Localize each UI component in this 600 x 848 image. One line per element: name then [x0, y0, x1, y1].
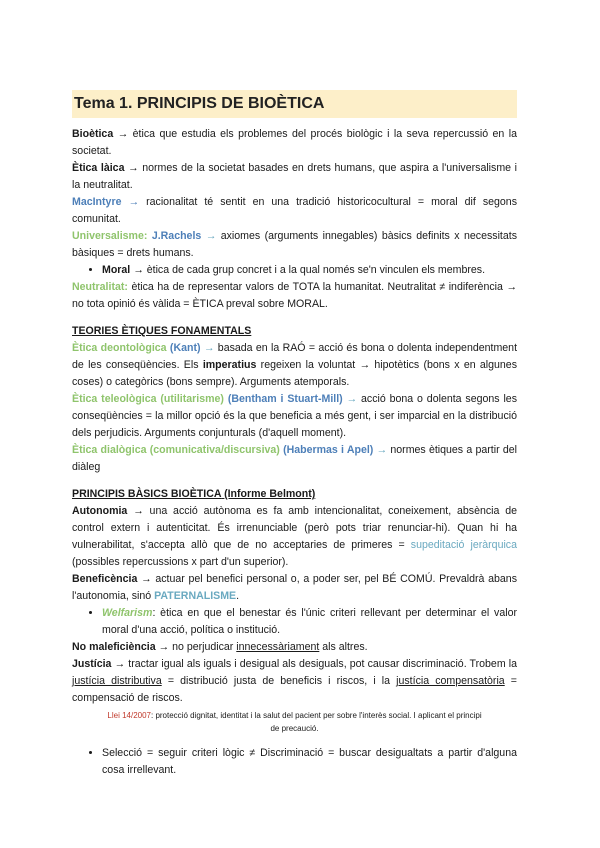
text-macintyre: racionalitat té sentit en una tradició historicocultural = moral dif segons comunitat.: [72, 196, 517, 225]
paragraph-etica-laica: [72, 160, 517, 194]
text-autonomia-2: (possibles repercussions x part d'un superior).: [72, 556, 289, 568]
paragraph-macintyre: [72, 194, 517, 228]
paragraph-justicia: [72, 656, 517, 707]
text-bioetica: → ètica que estudia els problemes del procés biològic i la seva repercussió en la societat.: [72, 128, 517, 157]
law-note-text: : protecció dignitat, identitat i la salut del pacient per sobre l'interès social. I aplicant el principi de precaució.: [151, 711, 482, 733]
text-beneficencia-1: → actuar pel benefici personal o, a poder ser, pel BÉ COMÚ. Prevaldrà abans l'autonomia, sinó: [72, 573, 517, 602]
arrow-teleologica: →: [342, 393, 358, 405]
arrow-universalisme: →: [201, 230, 217, 242]
text-neutralitat: ètica ha de representar valors de TOTA la humanitat. Neutralitat ≠ indiferència → no tota opinió és vàlida = ÈTICA preval sobre MORAL.: [72, 281, 517, 310]
paragraph-teleologica: [72, 391, 517, 442]
term-justicia: Justícia: [72, 658, 112, 670]
text-dialogica: normes ètiques a partir del diàleg: [72, 444, 517, 473]
term-dialogica: Ètica dialògica (comunicativa/discursiva): [72, 444, 280, 456]
term-macintyre: MacIntyre →: [72, 196, 140, 208]
text-moral: → ètica de cada grup concret i a la qual només se'n vinculen els membres.: [130, 264, 486, 276]
term-neutralitat: Neutralitat:: [72, 281, 128, 293]
author-kant: (Kant): [169, 342, 201, 354]
text-no-maleficiencia-2: als altres.: [319, 641, 368, 653]
author-bentham: (Bentham i Stuart-Mill): [227, 393, 343, 405]
term-universalisme: Universalisme:: [72, 230, 148, 242]
text-autonomia-1: → una acció autònoma es fa amb intencionalitat, coneixement, absència de control extern i autenticitat. És irrenunciable (però pots triar renunciar-hi). Quan hi ha vulnerabilitat, s'accepta allò que de no acceptaries de primeres =: [72, 505, 517, 551]
term-bioetica: Bioètica: [72, 128, 114, 140]
arrow-dialogica: →: [373, 444, 388, 456]
paragraph-no-maleficiencia: [72, 639, 517, 656]
page-title: Tema 1. PRINCIPIS DE BIOÈTICA: [72, 90, 517, 118]
heading-principis: [72, 486, 517, 503]
text-seleccio: Selecció = seguir criteri lògic ≠ Discriminació = buscar desigualtats a partir d'alguna cosa irrellevant.: [102, 747, 517, 776]
underline-distributiva: justícia distributiva: [72, 675, 162, 687]
paragraph-deontologica: [72, 340, 517, 391]
text-justicia-3: = compensació de riscos.: [72, 675, 517, 704]
heading-principis-text: PRINCIPIS BÀSICS BIOÈTICA: [72, 488, 222, 500]
text-deontologica-2: regeixen la voluntat → hipotètics (bons x en algunes coses) o categòrics (bons sempre). Arguments atemporals.: [72, 359, 517, 388]
author-habermas: (Habermas i Apel): [283, 444, 374, 456]
term-autonomia: Autonomia: [72, 505, 128, 517]
list-welfarism: [72, 605, 517, 639]
term-beneficencia: Beneficència: [72, 573, 138, 585]
paragraph-autonomia: [72, 503, 517, 571]
text-teleologica: acció bona o dolenta segons les conseqüències = la millor opció és la que beneficia a més gent, i ser imparcial en la distribució dels perjudicis. Arguments conjunturals (d'aquell moment).: [72, 393, 517, 439]
law-reference: Llei 14/2007: [107, 711, 151, 720]
highlight-paternalisme: PATERNALISME: [154, 590, 237, 602]
law-note: [72, 709, 517, 735]
paragraph-universalisme: [72, 228, 517, 262]
paragraph-dialogica: [72, 442, 517, 476]
term-teleologica: Ètica teleològica (utilitarisme): [72, 393, 224, 405]
term-etica-laica: Ètica làica: [72, 162, 125, 174]
text-beneficencia-2: .: [236, 590, 240, 602]
text-universalisme: axiomes (arguments innegables) bàsics definits x necessitats bàsiques = drets humans.: [72, 230, 517, 259]
underline-compensatoria: justícia compensatòria: [396, 675, 505, 687]
list-item: [102, 262, 517, 279]
arrow-deontologica: →: [200, 342, 215, 354]
underline-innecessariament: innecessàriament: [236, 641, 320, 653]
text-etica-laica: → normes de la societat basades en drets humans, que aspira a l'universalisme i la neutralitat.: [72, 162, 517, 191]
document-page: [72, 90, 517, 779]
list-seleccio: [72, 745, 517, 779]
text-justicia-1: → tractar igual als iguals i desigual als desiguals, pot causar discriminació. Trobem la: [111, 658, 517, 670]
list-item: [102, 605, 517, 639]
text-deontologica-1: basada en la RAÓ = acció és bona o dolenta independentment de les conseqüències. Els: [72, 342, 518, 371]
list-item: [102, 745, 517, 779]
heading-teories: TEORIES ÈTIQUES FONAMENTALS: [72, 325, 252, 337]
heading-belmont: (Informe Belmont): [224, 488, 316, 500]
paragraph-bioetica: [72, 126, 517, 160]
paragraph-beneficencia: [72, 571, 517, 605]
term-imperatius: imperatius: [202, 359, 257, 371]
list-moral: [72, 262, 517, 279]
term-no-maleficiencia: No maleficiència: [72, 641, 156, 653]
term-deontologica: Ètica deontològica: [72, 342, 167, 354]
author-rachels: J.Rachels: [151, 230, 202, 242]
term-moral: Moral: [102, 264, 131, 276]
text-no-maleficiencia-1: → no perjudicar: [155, 641, 237, 653]
term-welfarism: Welfarism: [102, 607, 153, 619]
text-justicia-2: = distribució justa de beneficis i riscos, i la: [161, 675, 397, 687]
text-welfarism: : ètica en que el benestar és l'únic criteri rellevant per determinar el valor moral d'una acció, política o institució.: [102, 607, 517, 636]
paragraph-neutralitat: [72, 279, 517, 313]
highlight-supeditacio: supeditació jeràrquica: [410, 539, 517, 551]
